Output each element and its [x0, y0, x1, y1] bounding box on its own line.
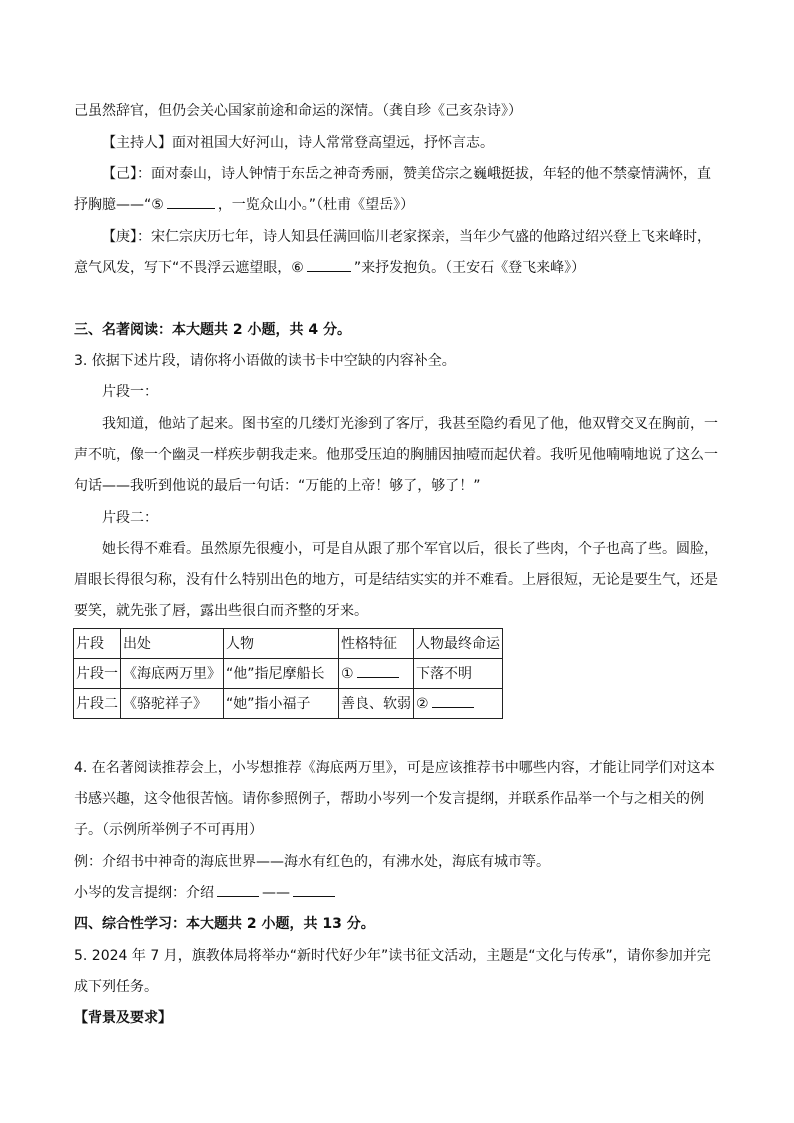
table-header-row	[74, 629, 503, 659]
header-cell: 出处	[121, 629, 224, 659]
ji-prefix: 抒胸臆——“⑤	[74, 197, 164, 213]
header-cell: 片段	[74, 629, 121, 659]
table-cell: 片段一	[74, 659, 121, 689]
fragment1-label: 片段一：	[102, 384, 158, 400]
geng-paragraph-line-2	[74, 258, 724, 278]
host-line: 【主持人】面对祖国大好河山，诗人常常登高望远，抒怀言志。	[102, 135, 494, 151]
header-cell: 性格特征	[339, 629, 414, 659]
fragment1-line-1: 我知道，他站了起来。图书室的几缕灯光渗到了客厅，我甚至隐约看见了他，他双臂交叉在胸前，一	[102, 416, 718, 432]
question-4-line-3: 子。（示例所举例子不可再用）	[74, 822, 263, 838]
background-heading: 【背景及要求】	[74, 1010, 172, 1026]
example-line: 例：介绍书中神奇的海底世界——海水有红色的，有沸水处，海底有城市等。	[74, 854, 550, 870]
answer-blank-6[interactable]	[307, 259, 351, 272]
ji-paragraph-line-2	[74, 195, 724, 215]
answer-blank-2[interactable]	[432, 695, 474, 708]
fragment2-line-2: 眉眼长得很匀称，没有什么特别出色的地方，可是结结实实的并不难看。上唇很短，无论是要生气，还是	[74, 572, 718, 588]
ji-paragraph-line-1: 【己】：面对泰山，诗人钟情于东岳之神奇秀丽，赞美岱宗之巍峨挺拔，年轻的他不禁豪情满怀，直	[102, 166, 711, 182]
table-row	[74, 689, 503, 719]
question-4-line-2: 书感兴趣，这令他很苦恼。请你参照例子，帮助小岑列一个发言提纲，并联系作品举一个与之相关的例	[74, 791, 704, 807]
section3-heading: 三、名著阅读：本大题共 2 小题，共 4 分。	[74, 322, 351, 338]
header-cell: 人物	[224, 629, 339, 659]
outline-line	[74, 883, 724, 903]
table-cell	[339, 659, 414, 689]
question-3: 3. 依据下述片段，请你将小语做的读书卡中空缺的内容补全。	[74, 353, 456, 369]
fragment2-label: 片段二：	[102, 510, 158, 526]
fragment1-line-2: 声不吭，像一个幽灵一样疾步朝我走来。他那受压迫的胸脯因抽噎而起伏着。我听见他喃喃地说了这么一	[74, 447, 718, 463]
table-row	[74, 659, 503, 689]
table-cell: 《骆驼祥子》	[121, 689, 224, 719]
reading-card-table	[73, 628, 503, 719]
geng-prefix: 意气风发，写下“不畏浮云遮望眼，⑥	[74, 260, 304, 276]
table-cell: “她”指小福子	[224, 689, 339, 719]
question-5-line-1: 5. 2024 年 7 月，旗教体局将举办“新时代好少年”读书征文活动，主题是“文化与传承”，请你参加并完	[74, 948, 711, 964]
header-cell: 人物最终命运	[414, 629, 503, 659]
table-cell: 《海底两万里》	[121, 659, 224, 689]
geng-paragraph-line-1: 【庚】：宋仁宗庆历七年，诗人知县任满回临川老家探亲，当年少气盛的他路过绍兴登上飞来峰时，	[102, 229, 711, 245]
blank-marker: ②	[416, 695, 429, 712]
outline-dash: ——	[262, 885, 290, 901]
poem-line-1: 己虽然辞官，但仍会关心国家前途和命运的深情。（龚自珍《己亥杂诗》）	[74, 103, 522, 119]
question-4-line-1: 4. 在名著阅读推荐会上，小岑想推荐《海底两万里》，可是应该推荐书中哪些内容，才能让同学们对这本	[74, 760, 715, 776]
table-cell: 下落不明	[414, 659, 503, 689]
fragment2-line-1: 她长得不难看。虽然原先很瘦小，可是自从跟了那个军官以后，很长了些肉，个子也高了些。圆脸，	[102, 541, 718, 557]
question-5-line-2: 成下列任务。	[74, 979, 158, 995]
table-cell: 善良、软弱	[339, 689, 414, 719]
outline-blank-1[interactable]	[217, 884, 259, 897]
table-cell	[414, 689, 503, 719]
fragment2-line-3: 要笑，就先张了唇，露出些很白而齐整的牙来。	[74, 603, 368, 619]
answer-blank-5[interactable]	[167, 196, 215, 209]
geng-suffix: ”来抒发抱负。（王安石《登飞来峰》）	[353, 260, 586, 276]
fragment1-line-3: 句话——我听到他说的最后一句话：“万能的上帝！够了，够了！”	[74, 478, 481, 494]
table-cell: “他”指尼摩船长	[224, 659, 339, 689]
table-cell: 片段二	[74, 689, 121, 719]
outline-prefix: 小岑的发言提纲：介绍	[74, 885, 214, 901]
section4-heading: 四、综合性学习：本大题共 2 小题，共 13 分。	[74, 916, 375, 932]
ji-suffix: ，一览众山小。”（杜甫《望岳》）	[217, 197, 415, 213]
blank-marker: ①	[341, 665, 354, 682]
answer-blank-1[interactable]	[357, 665, 399, 678]
outline-blank-2[interactable]	[293, 884, 335, 897]
